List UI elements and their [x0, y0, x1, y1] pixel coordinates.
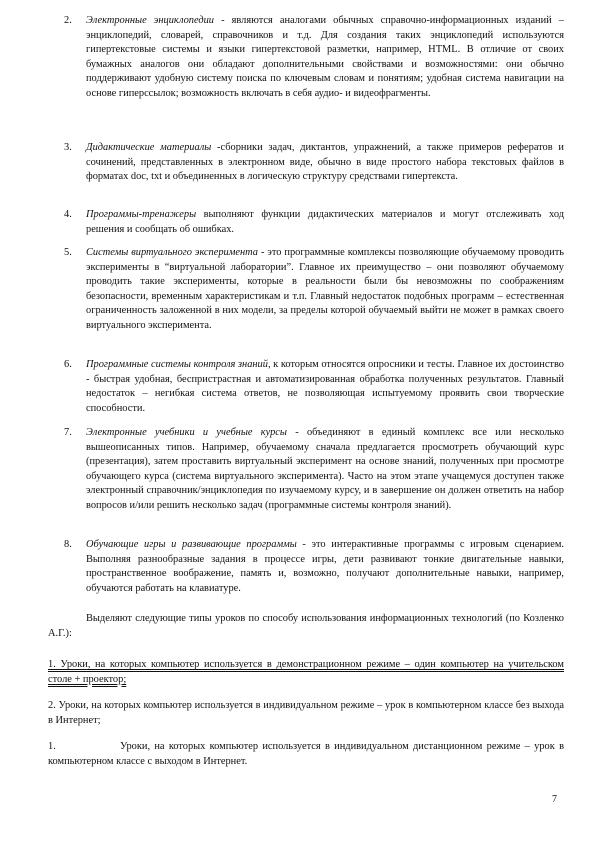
list-item-body: [86, 426, 564, 514]
term: Дидактические материалы: [86, 142, 212, 153]
definition: -сборники задач, диктантов, упражнений, а также примеров рефератов и сочинений, представленных в электронном виде, обычно в виде простого набора текстовых файлов в форматах doc, txt и объединенных в логическую структуру средствами гипертекста.: [86, 142, 564, 183]
list-item-body: [86, 208, 564, 237]
list-item-body: [86, 358, 564, 416]
list-item: [64, 208, 564, 237]
definition: , к которым относятся опросники и тесты. Главное их достоинство - быстрая удобная, беспристрастная и автоматизированная обработка полученных результатов. Главный недостаток – негибкая система ответов, не позволяющая испытуемому проявить свои творческие способности.: [86, 359, 564, 414]
lesson-type-3-text: Уроки, на которых компьютер используется в индивидуальном дистанционном режиме – урок в компьютерном классе с выходом в Интернет.: [48, 741, 564, 767]
list-item-body: [86, 538, 564, 596]
list-number: 3.: [64, 142, 72, 153]
definition: - это интерактивные программы с игровым сценарием. Выполняя разнообразные задания в процессе игры, дети развивают тонкие двигательные навыки, пространственное воображение, память и, возможно, получают дополнительные навыки, например, обучаются работать на клавиатуре.: [86, 539, 564, 594]
term: Электронные энциклопедии: [86, 15, 215, 26]
list-item-body: [86, 246, 564, 334]
page-number: 7: [552, 794, 557, 805]
definition: выполняют функции дидактических материалов и могут отслеживать ход решения и сообщать об ошибках.: [86, 209, 564, 235]
list-number: 6.: [64, 359, 72, 370]
lesson-type-3: [48, 740, 564, 769]
definition: - объединяют в единый комплекс все или несколько вышеописанных типов. Например, обучаемому сначала предлагается просмотреть обучающий курс (презентация), затем проставить виртуальный эксперимент на основе знаний, полученных при просмотре обучающего курса (система виртуального эксперимента). Часто на этом этапе учащемуся доступен также электронный справочник/энциклопедия по изучаемому курсу, и в завершение он должен ответить на набор вопросов и/или решить несколько задач (программные системы контроля знаний).: [86, 427, 564, 511]
term: Программы-тренажеры: [86, 209, 197, 220]
list-item: [64, 426, 564, 514]
list-number: 7.: [64, 427, 72, 438]
definition: - это программные комплексы позволяющие обучаемому проводить эксперименты в “виртуальной лаборатории”. Главное их преимущество – они позволяют обучаемому проводить такие эксперименты, которые в реальности были бы невозможны по соображениям безопасности, временным характеристикам и т.п. Главный недостаток подобных программ – естественная ограниченность заложенной в них модели, за пределы которой обучаемый выйти не может в рамках своего виртуального эксперимента.: [86, 247, 564, 331]
list-item: [64, 141, 564, 185]
term: Системы виртуального эксперимента: [86, 247, 258, 258]
list-item: [64, 358, 564, 416]
lesson-type-3-number: 1.: [48, 741, 56, 752]
definition: - являются аналогами обычных справочно-информационных изданий – энциклопедий, словарей, справочников и т.д. Для создания таких энциклопедий используются гипертекстовые системы и языки гипертекстовой разметки, например, HTML. В отличие от своих бумажных аналогов они обладают дополнительными свойствами и возможностями: они обычно поддерживают удобную систему поиска по ключевым словам и понятиям; удобная система навигации на основе гиперссылок; возможность включать в себя аудио- и видеофрагменты.: [86, 15, 564, 99]
list-item-body: [86, 14, 564, 102]
intro-paragraph: Выделяют следующие типы уроков по способу использования информационных технологий (по Козленко А.Г.):: [48, 613, 564, 639]
list-item: [64, 246, 564, 334]
list-item: [64, 538, 564, 596]
lesson-type-1: 1. Уроки, на которых компьютер используется в демонстрационном режиме – один компьютер на учительском столе + проектор;: [48, 659, 564, 685]
term: Обучающие игры и развивающие программы: [86, 539, 297, 550]
term: Программные системы контроля знаний: [86, 359, 268, 370]
list-number: 5.: [64, 247, 72, 258]
term: Электронные учебники и учебные курсы: [86, 427, 287, 438]
list-item: [64, 14, 564, 102]
lesson-type-2: 2. Уроки, на которых компьютер используется в индивидуальном режиме – урок в компьютерном классе без выхода в Интернет;: [48, 700, 564, 726]
list-number: 2.: [64, 15, 72, 26]
list-number: 8.: [64, 539, 72, 550]
list-number: 4.: [64, 209, 72, 220]
list-item-body: [86, 141, 564, 185]
